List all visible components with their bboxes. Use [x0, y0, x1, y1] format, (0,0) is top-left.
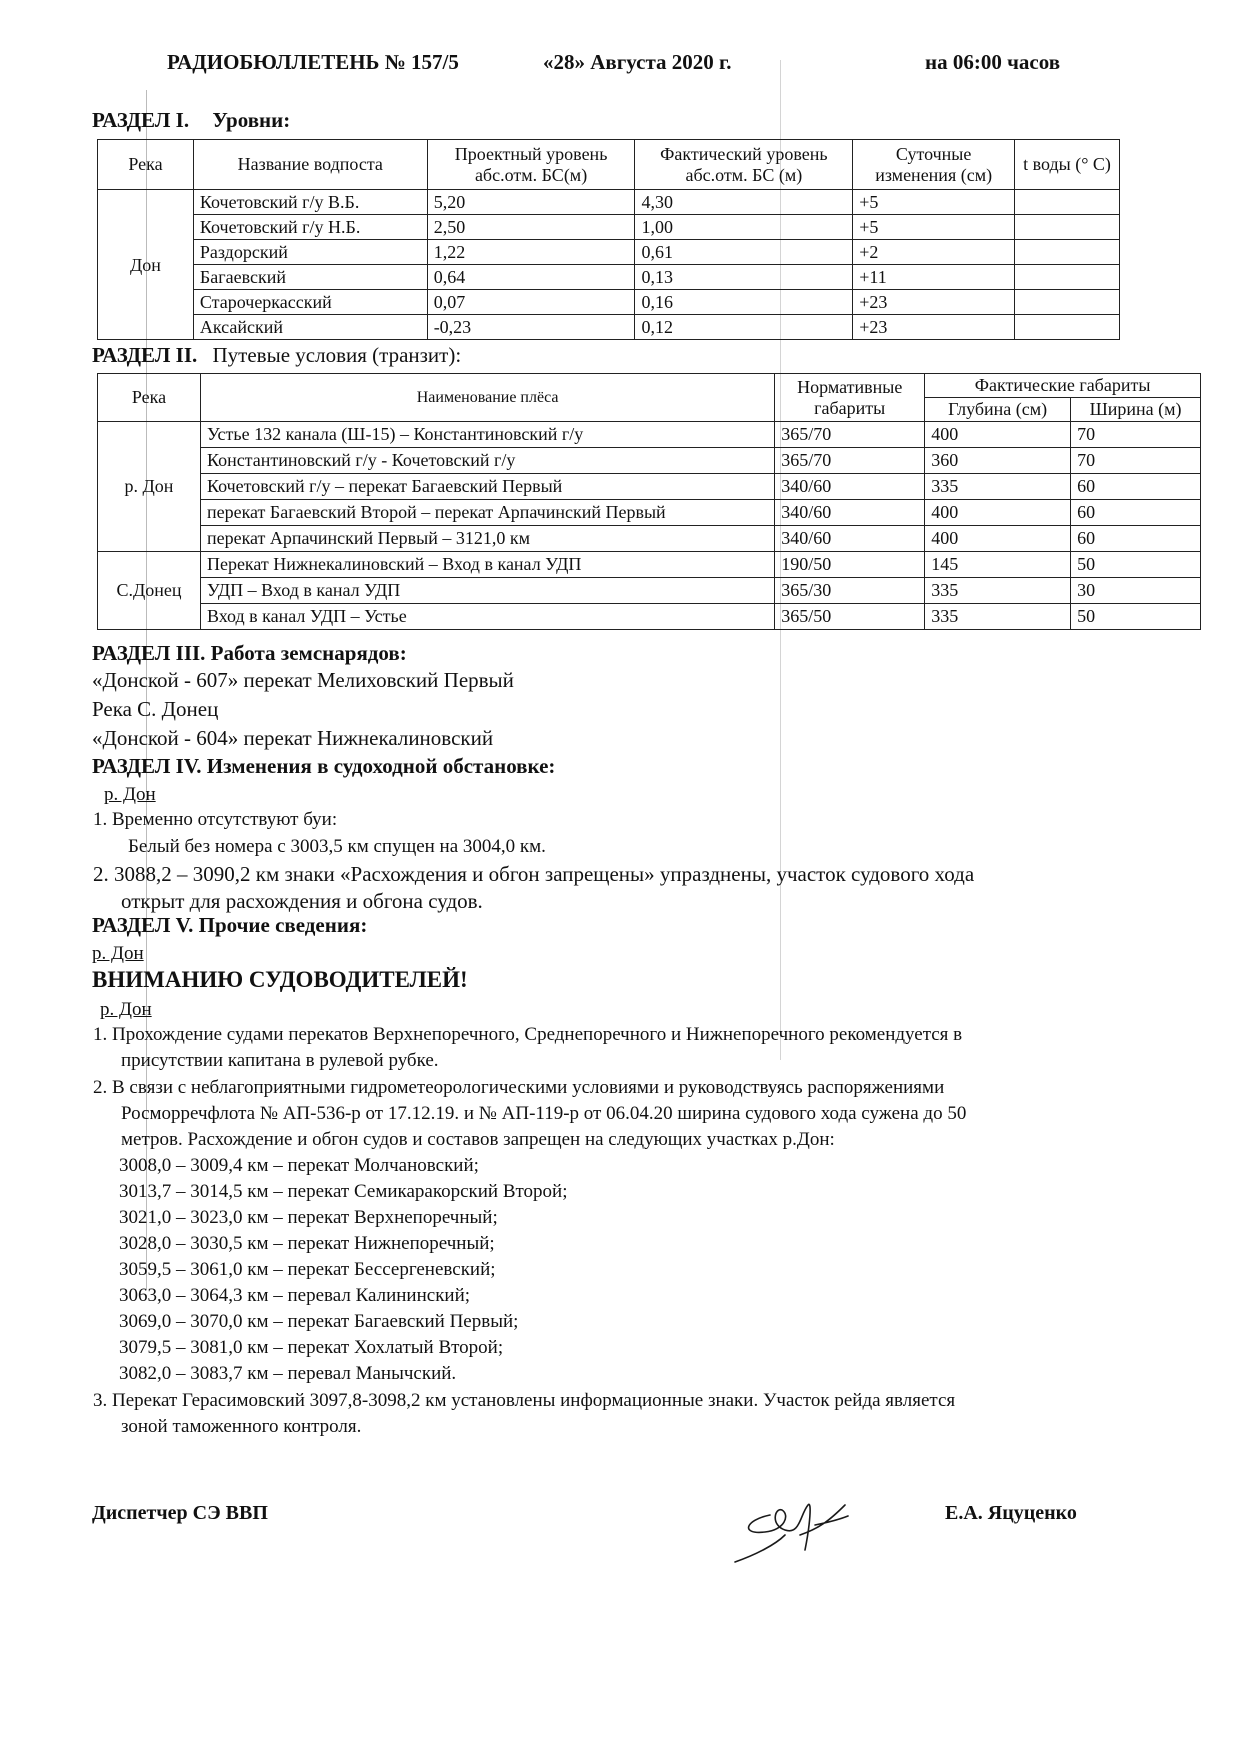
- daily-change: +2: [853, 240, 1015, 265]
- normative: 190/50: [775, 552, 925, 578]
- bulletin-title: РАДИОБЮЛЛЕТЕНЬ № 157/5: [167, 50, 459, 74]
- table-row: [98, 290, 1120, 315]
- reach-name: Перекат Нижнекалиновский – Вход в канал УДП: [200, 552, 774, 578]
- normative: 340/60: [775, 500, 925, 526]
- width: 60: [1071, 526, 1201, 552]
- water-temp: [1015, 315, 1120, 340]
- reach-name: УДП – Вход в канал УДП: [200, 578, 774, 604]
- section1-subtitle: Уровни:: [212, 108, 291, 132]
- project-level: 2,50: [427, 215, 635, 240]
- attention-river: р. Дон: [100, 999, 152, 1020]
- daily-change: +5: [853, 190, 1015, 215]
- reach-name: Константиновский г/у - Кочетовский г/у: [200, 448, 774, 474]
- section2-heading: [92, 343, 461, 368]
- width: 60: [1071, 474, 1201, 500]
- station-name: Кочетовский г/у В.Б.: [193, 190, 427, 215]
- restricted-segment: 3013,7 – 3014,5 км – перекат Семикаракорский Второй;: [119, 1181, 568, 1202]
- project-level: 0,07: [427, 290, 635, 315]
- section5-title: РАЗДЕЛ V. Прочие сведения:: [92, 913, 368, 937]
- section3-title: РАЗДЕЛ III. Работа земснарядов:: [92, 641, 407, 665]
- table-row: [98, 240, 1120, 265]
- actual-level: 0,13: [635, 265, 853, 290]
- col-water-temp: t воды (° С): [1015, 140, 1120, 190]
- attention-item3-line1: 3. Перекат Герасимовский 3097,8-3098,2 км установлены информационные знаки. Участок рейда является: [93, 1390, 956, 1411]
- depth: 400: [925, 500, 1071, 526]
- col-project-level: Проектный уровень абс.отм. БС(м): [427, 140, 635, 190]
- water-temp: [1015, 190, 1120, 215]
- restricted-segment: 3079,5 – 3081,0 км – перекат Хохлатый Второй;: [119, 1337, 504, 1358]
- water-temp: [1015, 290, 1120, 315]
- project-level: -0,23: [427, 315, 635, 340]
- dispatcher-position: Диспетчер СЭ ВВП: [92, 1502, 268, 1524]
- restricted-segment: 3021,0 – 3023,0 км – перекат Верхнепоречный;: [119, 1207, 498, 1228]
- levels-table: [97, 139, 1120, 340]
- dispatcher-name: Е.А. Яцуценко: [945, 1502, 1077, 1524]
- col-station: Название водпоста: [193, 140, 427, 190]
- col-depth: Глубина (см): [925, 398, 1071, 422]
- river-cell: р. Дон: [98, 422, 201, 552]
- depth: 400: [925, 526, 1071, 552]
- restricted-segment: 3063,0 – 3064,3 км – перевал Калининский;: [119, 1285, 471, 1306]
- route-conditions-table: [97, 373, 1201, 630]
- section1-title: РАЗДЕЛ I.: [92, 108, 190, 132]
- col-river: Река: [98, 140, 194, 190]
- attention-item3-line2: зоной таможенного контроля.: [121, 1416, 362, 1437]
- restricted-segment: 3028,0 – 3030,5 км – перекат Нижнепоречный;: [119, 1233, 495, 1254]
- dredger-line: Река С. Донец: [92, 697, 219, 721]
- depth: 360: [925, 448, 1071, 474]
- width: 70: [1071, 448, 1201, 474]
- signature-image: [730, 1480, 880, 1570]
- section4-item2-line2: открыт для расхождения и обгона судов.: [121, 889, 483, 913]
- section4-item1: 1. Временно отсутствуют буи:: [93, 809, 338, 830]
- station-name: Багаевский: [193, 265, 427, 290]
- col-actual-level: Фактический уровень абс.отм. БС (м): [635, 140, 853, 190]
- bulletin-date: «28» Августа 2020 г.: [543, 50, 732, 74]
- table-row: [98, 526, 1201, 552]
- reach-name: Устье 132 канала (Ш-15) – Константиновский г/у: [200, 422, 774, 448]
- col-actual-dimensions: Фактические габариты: [925, 374, 1201, 398]
- river-cell: Дон: [98, 190, 194, 340]
- normative: 365/70: [775, 448, 925, 474]
- attention-item1-line2: присутствии капитана в рулевой рубке.: [121, 1050, 439, 1071]
- col-reach-name: Наименование плёса: [200, 374, 774, 422]
- table-row: [98, 190, 1120, 215]
- table-row: [98, 500, 1201, 526]
- table-row: [98, 474, 1201, 500]
- reach-name: перекат Арпачинский Первый – 3121,0 км: [200, 526, 774, 552]
- table-row: [98, 448, 1201, 474]
- actual-level: 1,00: [635, 215, 853, 240]
- bulletin-time: на 06:00 часов: [925, 50, 1061, 74]
- project-level: 5,20: [427, 190, 635, 215]
- reach-name: Вход в канал УДП – Устье: [200, 604, 774, 630]
- attention-item2-line2: Росморречфлота № АП-536-р от 17.12.19. и № АП-119-р от 06.04.20 ширина судового хода сужена до 50: [121, 1103, 967, 1124]
- col-daily-change: Суточные изменения (см): [853, 140, 1015, 190]
- attention-item1-line1: 1. Прохождение судами перекатов Верхнепоречного, Среднепоречного и Нижнепоречного рекомендуется в: [93, 1024, 963, 1045]
- section4-river: р. Дон: [104, 784, 156, 805]
- station-name: Аксайский: [193, 315, 427, 340]
- restricted-segment: 3008,0 – 3009,4 км – перекат Молчановский;: [119, 1155, 479, 1176]
- section4-item2-line1: 2. 3088,2 – 3090,2 км знаки «Расхождения и обгон запрещены» упразднены, участок судового хода: [93, 862, 975, 886]
- actual-level: 0,12: [635, 315, 853, 340]
- station-name: Старочеркасский: [193, 290, 427, 315]
- normative: 365/50: [775, 604, 925, 630]
- normative: 340/60: [775, 526, 925, 552]
- section5-river: р. Дон: [92, 943, 144, 964]
- normative: 365/70: [775, 422, 925, 448]
- daily-change: +23: [853, 290, 1015, 315]
- table-row: [98, 315, 1120, 340]
- water-temp: [1015, 215, 1120, 240]
- col-river: Река: [98, 374, 201, 422]
- restricted-segment: 3082,0 – 3083,7 км – перевал Манычский.: [119, 1363, 457, 1384]
- restricted-segment: 3059,5 – 3061,0 км – перекат Бессергеневский;: [119, 1259, 496, 1280]
- section4-item1-detail: Белый без номера с 3003,5 км спущен на 3004,0 км.: [128, 836, 546, 857]
- attention-item2-line3: метров. Расхождение и обгон судов и составов запрещен на следующих участках р.Дон:: [121, 1129, 835, 1150]
- station-name: Раздорский: [193, 240, 427, 265]
- station-name: Кочетовский г/у Н.Б.: [193, 215, 427, 240]
- reach-name: перекат Багаевский Второй – перекат Арпачинский Первый: [200, 500, 774, 526]
- table-row: [98, 265, 1120, 290]
- table-row: [98, 215, 1120, 240]
- width: 70: [1071, 422, 1201, 448]
- section1-heading: [92, 108, 290, 133]
- section2-subtitle: Путевые условия (транзит):: [212, 343, 462, 367]
- actual-level: 0,61: [635, 240, 853, 265]
- normative: 340/60: [775, 474, 925, 500]
- daily-change: +23: [853, 315, 1015, 340]
- width: 60: [1071, 500, 1201, 526]
- reach-name: Кочетовский г/у – перекат Багаевский Первый: [200, 474, 774, 500]
- section2-title: РАЗДЕЛ II.: [92, 343, 198, 367]
- actual-level: 0,16: [635, 290, 853, 315]
- depth: 335: [925, 604, 1071, 630]
- width: 50: [1071, 552, 1201, 578]
- water-temp: [1015, 265, 1120, 290]
- width: 50: [1071, 604, 1201, 630]
- depth: 335: [925, 578, 1071, 604]
- depth: 145: [925, 552, 1071, 578]
- actual-level: 4,30: [635, 190, 853, 215]
- water-temp: [1015, 240, 1120, 265]
- col-width: Ширина (м): [1071, 398, 1201, 422]
- width: 30: [1071, 578, 1201, 604]
- table-row: [98, 578, 1201, 604]
- dredger-line: «Донской - 604» перекат Нижнекалиновский: [92, 726, 494, 750]
- attention-title: ВНИМАНИЮ СУДОВОДИТЕЛЕЙ!: [92, 967, 468, 992]
- project-level: 1,22: [427, 240, 635, 265]
- table-row: [98, 604, 1201, 630]
- daily-change: +11: [853, 265, 1015, 290]
- section4-title: РАЗДЕЛ IV. Изменения в судоходной обстановке:: [92, 754, 556, 778]
- project-level: 0,64: [427, 265, 635, 290]
- river-cell: С.Донец: [98, 552, 201, 630]
- table-row: [98, 552, 1201, 578]
- depth: 400: [925, 422, 1071, 448]
- restricted-segment: 3069,0 – 3070,0 км – перекат Багаевский Первый;: [119, 1311, 519, 1332]
- col-normative: Нормативные габариты: [775, 374, 925, 422]
- depth: 335: [925, 474, 1071, 500]
- normative: 365/30: [775, 578, 925, 604]
- table-row: [98, 422, 1201, 448]
- dredger-line: «Донской - 607» перекат Мелиховский Первый: [92, 668, 514, 692]
- daily-change: +5: [853, 215, 1015, 240]
- attention-item2-line1: 2. В связи с неблагоприятными гидрометеорологическими условиями и руководствуясь распоряжениями: [93, 1077, 945, 1098]
